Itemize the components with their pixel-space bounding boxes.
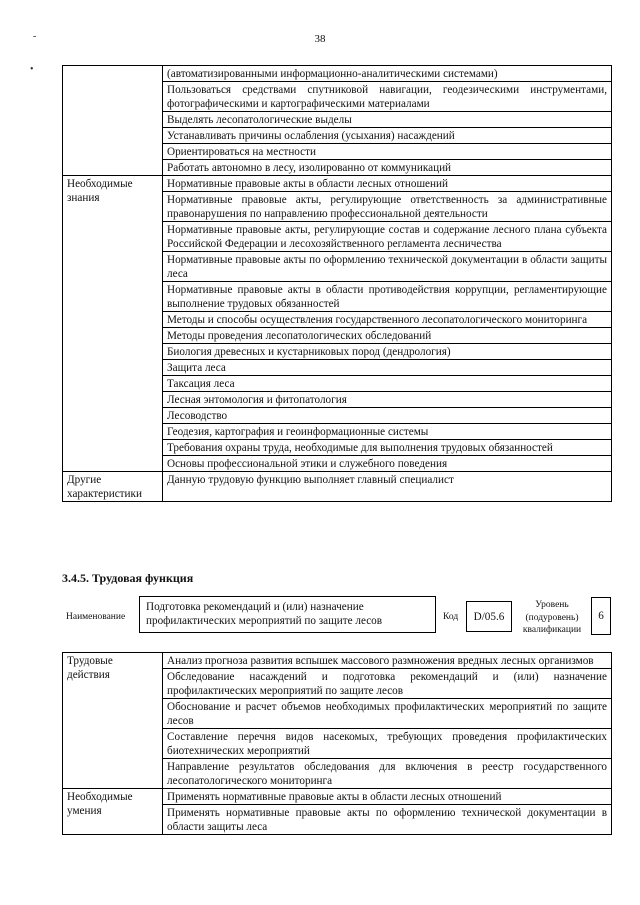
table-row (63, 653, 612, 669)
requirement-item: Выделять лесопатологические выделы (163, 112, 612, 128)
requirement-item: Защита леса (163, 360, 612, 376)
row-category-label: Необходимые знания (63, 176, 163, 472)
page-number: 38 (314, 33, 326, 45)
requirement-item: Лесоводство (163, 408, 612, 424)
requirement-item: Составление перечня видов насекомых, требующих проведения профилактических биотехнических мероприятий (163, 729, 612, 759)
requirement-item: Применять нормативные правовые акты по оформлению технической документации в области защиты леса (163, 805, 612, 835)
requirement-item: Нормативные правовые акты, регулирующие ответственность за административные правонарушения по направлению профессиональной деятельности (163, 192, 612, 222)
requirement-item: Нормативные правовые акты по оформлению технической документации в области защиты леса (163, 252, 612, 282)
table-row (63, 66, 612, 82)
function-name-box: Подготовка рекомендаций и (или) назначение профилактических мероприятий по защите лесов (139, 596, 436, 633)
requirement-item: Пользоваться средствами спутниковой навигации, геодезическими инструментами, фотографическими и картографическими материалами (163, 82, 612, 112)
requirement-item: Нормативные правовые акты в области лесных отношений (163, 176, 612, 192)
requirement-item: Ориентироваться на местности (163, 144, 612, 160)
row-category-label: Другие характеристики (63, 472, 163, 502)
level-box: 6 (591, 597, 611, 635)
requirement-item: Данную трудовую функцию выполняет главный специалист (163, 472, 612, 502)
requirement-item: Биология древесных и кустарниковых пород (дендрология) (163, 344, 612, 360)
requirement-item: Нормативные правовые акты, регулирующие состав и содержание лесного плана субъекта Российской Федерации и лесохозяйственного регламента лесничества (163, 222, 612, 252)
name-label: Наименование (66, 612, 126, 622)
requirement-item: Геодезия, картография и геоинформационные системы (163, 424, 612, 440)
requirement-item: Методы проведения лесопатологических обследований (163, 328, 612, 344)
requirement-item: Устанавливать причины ослабления (усыхания) насаждений (163, 128, 612, 144)
requirement-item: Требования охраны труда, необходимые для выполнения трудовых обязанностей (163, 440, 612, 456)
requirement-item: Основы профессиональной этики и служебного поведения (163, 456, 612, 472)
code-box: D/05.6 (466, 601, 512, 632)
row-category-label: Необходимые умения (63, 789, 163, 835)
table-row (63, 472, 612, 502)
margin-mark: • (30, 64, 34, 75)
row-category-label: Трудовые действия (63, 653, 163, 789)
section-heading: 3.4.5. Трудовая функция (62, 571, 194, 585)
requirement-item: Обоснование и расчет объемов необходимых профилактических мероприятий по защите лесов (163, 699, 612, 729)
competency-table (62, 65, 612, 502)
row-category-label (63, 66, 163, 176)
requirement-item: Работать автономно в лесу, изолированно от коммуникаций (163, 160, 612, 176)
labor-function-table (62, 652, 612, 835)
level-label: Уровень (подуровень) квалификации (522, 600, 582, 635)
table-row (63, 176, 612, 192)
requirement-item: Применять нормативные правовые акты в области лесных отношений (163, 789, 612, 805)
requirement-item: Анализ прогноза развития вспышек массового размножения вредных лесных организмов (163, 653, 612, 669)
requirement-item: Методы и способы осуществления государственного лесопатологического мониторинга (163, 312, 612, 328)
table-row (63, 789, 612, 805)
requirement-item: Лесная энтомология и фитопатология (163, 392, 612, 408)
code-label: Код (443, 612, 459, 622)
requirement-item: Таксация леса (163, 376, 612, 392)
requirement-item: Нормативные правовые акты в области противодействия коррупции, регламентирующие выполнение трудовых обязанностей (163, 282, 612, 312)
requirement-item: (автоматизированными информационно-аналитическими системами) (163, 66, 612, 82)
requirement-item: Направление результатов обследования для включения в реестр государственного лесопатологического мониторинга (163, 759, 612, 789)
requirement-item: Обследование насаждений и подготовка рекомендаций и (или) назначение профилактических мероприятий по защите лесов (163, 669, 612, 699)
margin-mark: - (33, 31, 37, 42)
